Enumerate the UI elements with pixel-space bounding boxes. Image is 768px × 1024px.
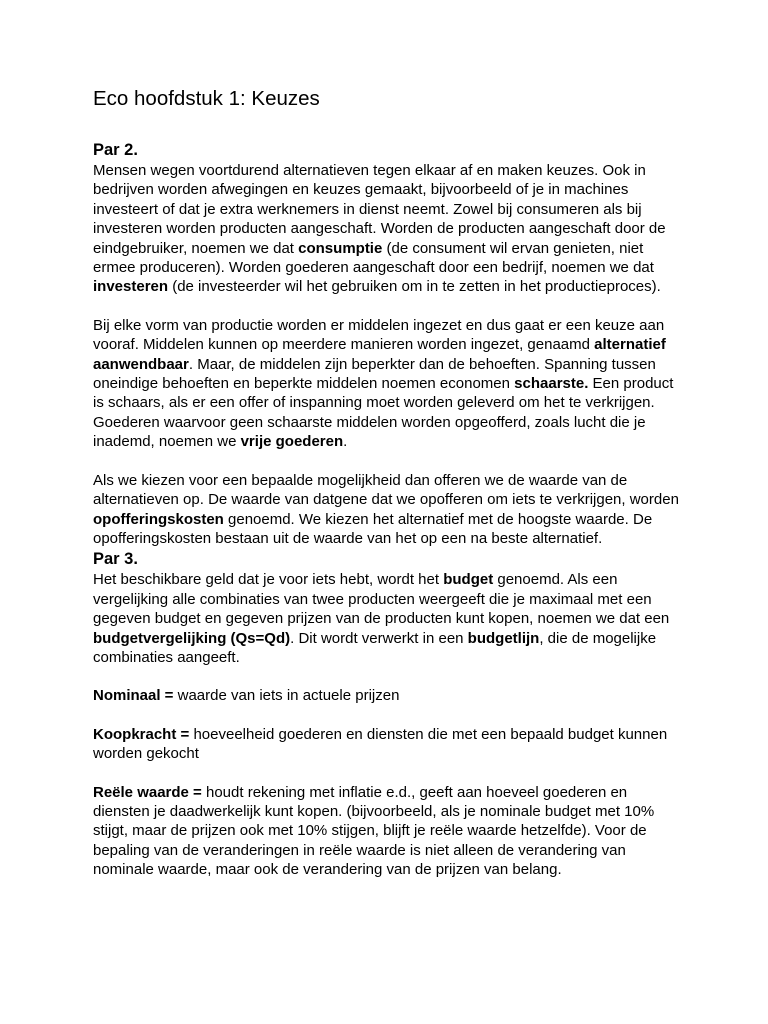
term-koopkracht: Koopkracht = — [93, 725, 190, 743]
text-run: houdt rekening met inflatie e.d., geeft aan hoeveel goederen en diensten je daadwerkelijk kunt kopen. (bijvoorbeeld, als je nominale budget met 10% stijgt, maar de prijzen ook met 10% stijgen, blijft je reële waarde hetzelfde). Voor de bepaling van de veranderingen in reële waarde is niet alleen de verandering van nominale waarde, maar ook de verandering van de prijzen van belang. — [93, 783, 655, 879]
paragraph-opofferingskosten — [93, 471, 684, 549]
paragraph-schaarste — [93, 316, 684, 452]
section-heading-par2: Par 2. — [93, 141, 138, 159]
term-budgetvergelijking: budgetvergelijking (Qs=Qd) — [93, 629, 291, 647]
definition-reele-waarde — [93, 783, 684, 880]
definition-nominaal — [93, 686, 684, 705]
term-consumptie: consumptie — [298, 239, 383, 257]
definition-koopkracht — [93, 725, 684, 764]
document-title: Eco hoofdstuk 1: Keuzes — [93, 87, 320, 110]
text-run: genoemd. Als een vergelijking alle combinaties van twee producten weergeeft die je maximaal met een gegeven budget en gegeven prijzen van de producten kunt kopen, noemen we dat een — [93, 571, 670, 628]
text-run: genoemd. We kiezen het alternatief met de hoogste waarde. De opofferingskosten bestaan uit de waarde van het op een na beste alternatief. — [93, 510, 653, 547]
text-run: Mensen wegen voortdurend alternatieven tegen elkaar af en maken keuzes. Ook in bedrijven worden afwegingen en keuzes gemaakt, bijvoorbeeld of je in machines investeert of dat je extra werknemers in dienst neemt. Zowel bij consumeren als bij investeren worden producten aangeschaft. Worden de producten aangeschaft door de eindgebruiker, noemen we dat — [93, 162, 666, 257]
text-run: Als we kiezen voor een bepaalde mogelijkheid dan offeren we de waarde van de alternatieven op. De waarde van datgene dat we opofferen om iets te verkrijgen, worden — [93, 471, 679, 509]
text-run: waarde van iets in actuele prijzen — [173, 687, 400, 705]
paragraph-consumptie-investeren — [93, 161, 684, 297]
text-run: Een product is schaars, als er een offer of inspanning moet worden geleverd om het te verkrijgen. Goederen waarvoor geen schaarste middelen worden opgeofferd, zoals lucht die je inademd, noemen we — [93, 375, 674, 451]
text-run: . — [343, 433, 348, 451]
term-nominaal: Nominaal = — [93, 687, 174, 705]
text-run: (de investeerder wil het gebruiken om in te zetten in het productieproces). — [168, 278, 661, 296]
term-investeren: investeren — [93, 278, 169, 296]
term-reele-waarde: Reële waarde = — [93, 783, 202, 801]
text-run: . Maar, de middelen zijn beperkter dan de behoeften. Spanning tussen oneindige behoeften en beperkte middelen noemen economen — [93, 355, 656, 393]
text-run: (de consument wil ervan genieten, niet ermee produceren). Worden goederen aangeschaft door een bedrijf, noemen we dat — [93, 239, 654, 277]
term-opofferingskosten: opofferingskosten — [93, 510, 224, 528]
text-run: Bij elke vorm van productie worden er middelen ingezet en dus gaat er een keuze aan vooraf. Middelen kunnen op meerdere manieren worden ingezet, genaamd — [93, 316, 665, 354]
text-run: hoeveelheid goederen en diensten die met een bepaald budget kunnen worden gekocht — [93, 725, 668, 763]
term-schaarste: schaarste. — [514, 375, 589, 393]
term-budgetlijn: budgetlijn — [467, 629, 540, 647]
text-run: . Dit wordt verwerkt in een — [290, 629, 468, 647]
term-alternatief-aanwendbaar: alternatief aanwendbaar — [93, 336, 666, 373]
term-budget: budget — [443, 571, 494, 589]
paragraph-budget — [93, 570, 684, 667]
section-heading-par3: Par 3. — [93, 550, 138, 569]
text-run: Het beschikbare geld dat je voor iets hebt, wordt het — [93, 571, 444, 589]
text-run: , die de mogelijke combinaties aangeeft. — [93, 629, 657, 666]
term-vrije-goederen: vrije goederen — [240, 433, 344, 451]
